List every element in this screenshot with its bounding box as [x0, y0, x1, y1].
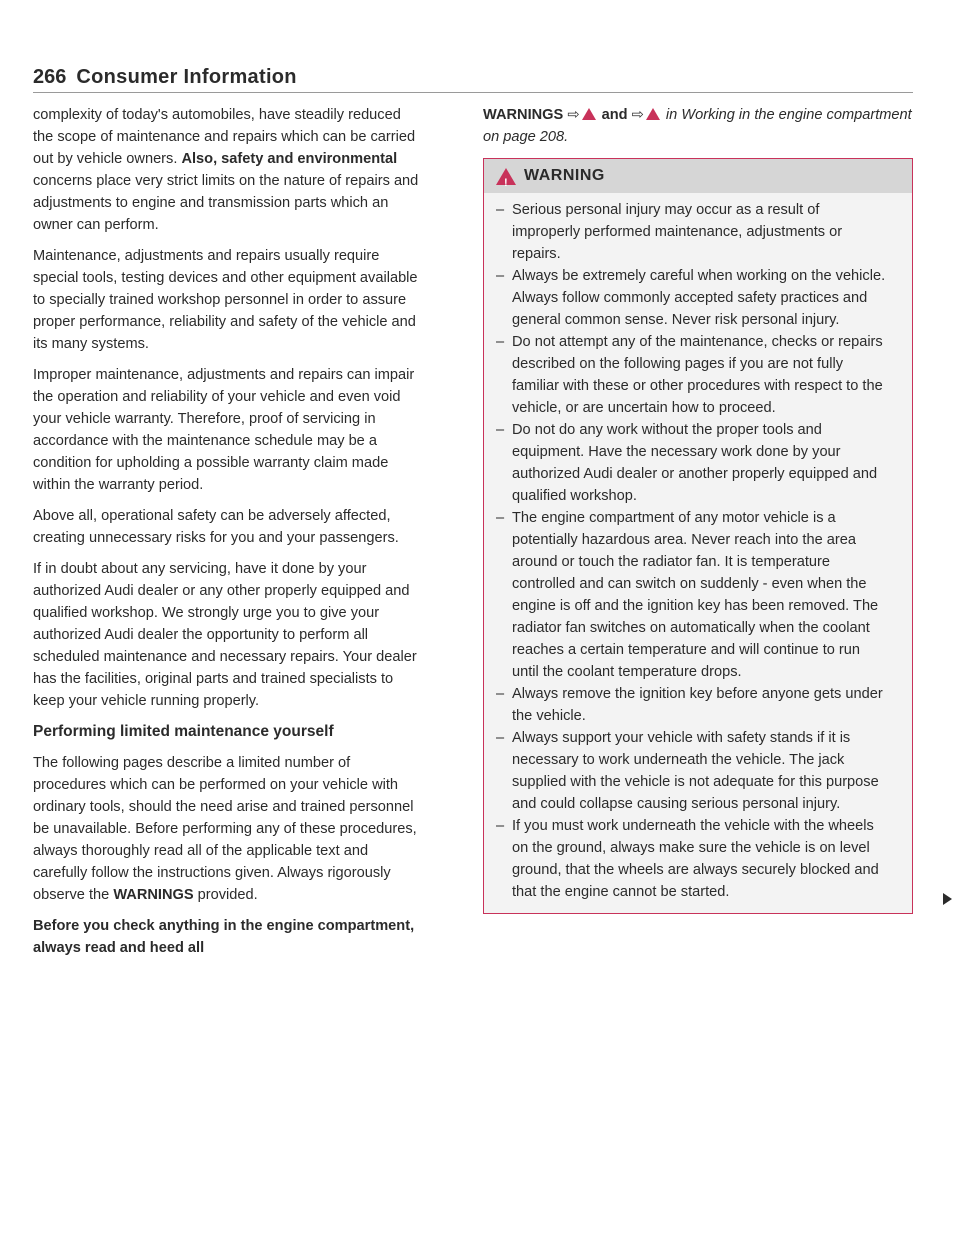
- list-item: – Always support your vehicle with safety stands if it is necessary to work underneath the vehicle. The jack supplied with the vehicle is not adequate for this purpose and could collapse causing serious personal injury.: [496, 730, 879, 812]
- warning-title: WARNING: [524, 167, 605, 184]
- left-column: [33, 104, 423, 968]
- continue-arrow-icon: [943, 893, 952, 905]
- paragraph-3: Improper maintenance, adjustments and repairs can impair the operation and reliability of your vehicle and even void your vehicle warranty. Therefore, proof of servicing in accordance with the maintenance schedule may be a condition for upholding a possible warranty claim made within the warranty period.: [33, 367, 415, 493]
- page-number: 266: [33, 66, 67, 88]
- warning-box: [483, 158, 913, 914]
- paragraph-4: Above all, operational safety can be adversely affected, creating unnecessary risks for you and your passengers.: [33, 508, 399, 546]
- list-item: – The engine compartment of any motor vehicle is a potentially hazardous area. Never reach into the area around or touch the radiator fan. It is temperature controlled and can switch on suddenly - even when the engine is off and the ignition key has been removed. The radiator fan switches on automatically when the coolant reaches a certain temperature and will continue to run until the coolant temperature drops.: [496, 510, 879, 680]
- warning-header: [484, 159, 912, 193]
- warnings-bold: WARNINGS: [113, 887, 194, 903]
- warning-list: [484, 193, 912, 913]
- ref-link-text[interactable]: in Working in the engine compartment on page 208.: [483, 107, 912, 145]
- paragraph-2: Maintenance, adjustments and repairs usually require special tools, testing devices and other equipment available to specially trained workshop personnel in order to assure proper performance, reliability and safety of the vehicle and its many systems.: [33, 248, 418, 352]
- header-rule: [33, 92, 913, 93]
- list-item: – Do not do any work without the proper tools and equipment. Have the necessary work done by your authorized Audi dealer or another properly equipped and qualified workshop.: [496, 422, 878, 504]
- warning-triangle-icon: [496, 168, 516, 185]
- section-heading: Performing limited maintenance yourself: [33, 723, 334, 740]
- section-title: Consumer Information: [76, 66, 297, 88]
- ref-arrow-icon: ⇨: [567, 107, 580, 123]
- paragraph-6: The following pages describe a limited number of procedures which can be performed on your vehicle with ordinary tools, should the need arise and trained personnel be unavailable. Before performing any of these procedures, always thoroughly read all of the applicable text and carefully follow the instructions given. Always rigorously observe the WARNINGS provided.: [33, 755, 417, 903]
- warning-triangle-icon: [646, 108, 660, 120]
- list-item: – Do not attempt any of the maintenance, checks or repairs described on the following pages if you are not fully familiar with these or other procedures with respect to the vehicle, or are uncertain how to proceed.: [496, 334, 883, 416]
- paragraph-7-bold: Before you check anything in the engine compartment, always read and heed all: [33, 918, 415, 956]
- warning-triangle-icon: [582, 108, 596, 120]
- page-header: [33, 66, 913, 89]
- ref-arrow-icon: ⇨: [631, 107, 644, 123]
- list-item: – Always remove the ignition key before anyone gets under the vehicle.: [496, 686, 883, 724]
- right-column: [483, 104, 913, 914]
- list-item: – If you must work underneath the vehicle with the wheels on the ground, always make sure the vehicle is on level ground, that the wheels are always securely blocked and that the engine cannot be started.: [496, 818, 879, 900]
- bold-phrase: Also, safety and environmental: [181, 151, 398, 167]
- warnings-reference: WARNINGS ⇨ and ⇨ in Working in the engine compartment on page 208.: [483, 107, 912, 145]
- list-item: – Serious personal injury may occur as a result of improperly performed maintenance, adjustments or repairs.: [496, 202, 843, 262]
- paragraph-1: complexity of today's automobiles, have steadily reduced the scope of maintenance and repairs which can be carried out by vehicle owners. Also, safety and environmental concerns place very strict limits on the nature of repairs and adjustments to engine and transmission parts which an owner can perform.: [33, 107, 419, 233]
- list-item: – Always be extremely careful when working on the vehicle. Always follow commonly accepted safety practices and general common sense. Never risk personal injury.: [496, 268, 886, 328]
- paragraph-5: If in doubt about any servicing, have it done by your authorized Audi dealer or any other properly equipped and qualified workshop. We strongly urge you to give your authorized Audi dealer the opportunity to perform all scheduled maintenance and necessary repairs. Your dealer has the facilities, original parts and trained specialists to keep your vehicle running properly.: [33, 561, 417, 709]
